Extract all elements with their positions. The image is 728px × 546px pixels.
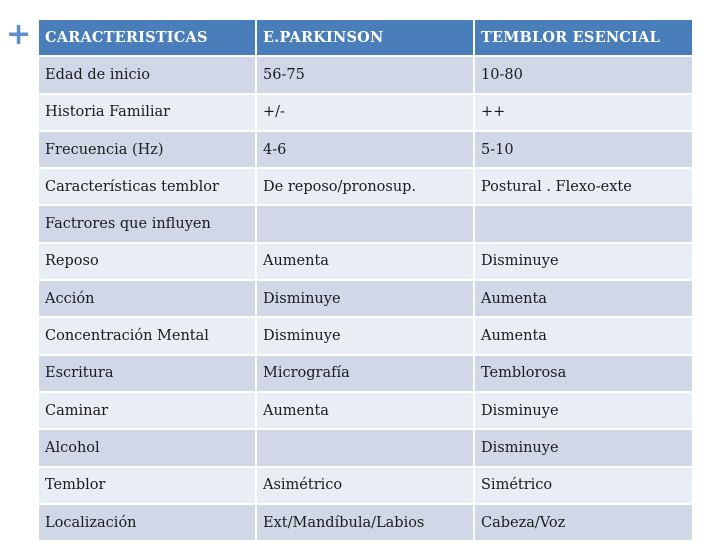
essential-tremor-cell: ++ <box>474 94 693 131</box>
parkinson-cell: 56-75 <box>256 56 474 93</box>
table-row <box>38 94 693 131</box>
table-row <box>38 243 693 280</box>
row-label: Escritura <box>38 355 256 392</box>
essential-tremor-cell: Postural . Flexo-exte <box>474 168 693 205</box>
row-label: Características temblor <box>38 168 256 205</box>
header-essential-tremor: TEMBLOR ESENCIAL <box>474 19 693 56</box>
table-header-row <box>38 19 693 56</box>
essential-tremor-cell: Temblorosa <box>474 355 693 392</box>
parkinson-cell: Disminuye <box>256 317 474 354</box>
parkinson-cell: Aumenta <box>256 243 474 280</box>
parkinson-cell: 4-6 <box>256 131 474 168</box>
header-characteristics: CARACTERISTICAS <box>38 19 256 56</box>
table-row <box>38 131 693 168</box>
table-row <box>38 392 693 429</box>
essential-tremor-cell: 10-80 <box>474 56 693 93</box>
essential-tremor-cell <box>474 205 693 242</box>
row-label: Historia Familiar <box>38 94 256 131</box>
row-label: Temblor <box>38 467 256 504</box>
table-row <box>38 429 693 466</box>
parkinson-cell <box>256 205 474 242</box>
row-label: Acción <box>38 280 256 317</box>
row-label: Concentración Mental <box>38 317 256 354</box>
parkinson-cell: De reposo/pronosup. <box>256 168 474 205</box>
table-row <box>38 467 693 504</box>
table-row <box>38 205 693 242</box>
row-label: Caminar <box>38 392 256 429</box>
parkinson-cell: Ext/Mandíbula/Labios <box>256 504 474 541</box>
essential-tremor-cell: Aumenta <box>474 280 693 317</box>
table-row <box>38 168 693 205</box>
row-label: Frecuencia (Hz) <box>38 131 256 168</box>
essential-tremor-cell: Disminuye <box>474 429 693 466</box>
parkinson-cell: Micrografía <box>256 355 474 392</box>
comparison-table <box>37 18 694 542</box>
parkinson-cell: Asimétrico <box>256 467 474 504</box>
table-row <box>38 355 693 392</box>
essential-tremor-cell: Disminuye <box>474 243 693 280</box>
essential-tremor-cell: Cabeza/Voz <box>474 504 693 541</box>
parkinson-cell: Aumenta <box>256 392 474 429</box>
row-label: Factrores que influyen <box>38 205 256 242</box>
slide-plus-mark: + <box>6 17 32 52</box>
essential-tremor-cell: 5-10 <box>474 131 693 168</box>
essential-tremor-cell: Simétrico <box>474 467 693 504</box>
row-label: Localización <box>38 504 256 541</box>
row-label: Reposo <box>38 243 256 280</box>
table-row <box>38 317 693 354</box>
row-label: Edad de inicio <box>38 56 256 93</box>
essential-tremor-cell: Aumenta <box>474 317 693 354</box>
parkinson-cell <box>256 429 474 466</box>
row-label: Alcohol <box>38 429 256 466</box>
parkinson-cell: Disminuye <box>256 280 474 317</box>
table-row <box>38 504 693 541</box>
table-row <box>38 280 693 317</box>
essential-tremor-cell: Disminuye <box>474 392 693 429</box>
header-parkinson: E.PARKINSON <box>256 19 474 56</box>
parkinson-cell: +/- <box>256 94 474 131</box>
table-row <box>38 56 693 93</box>
